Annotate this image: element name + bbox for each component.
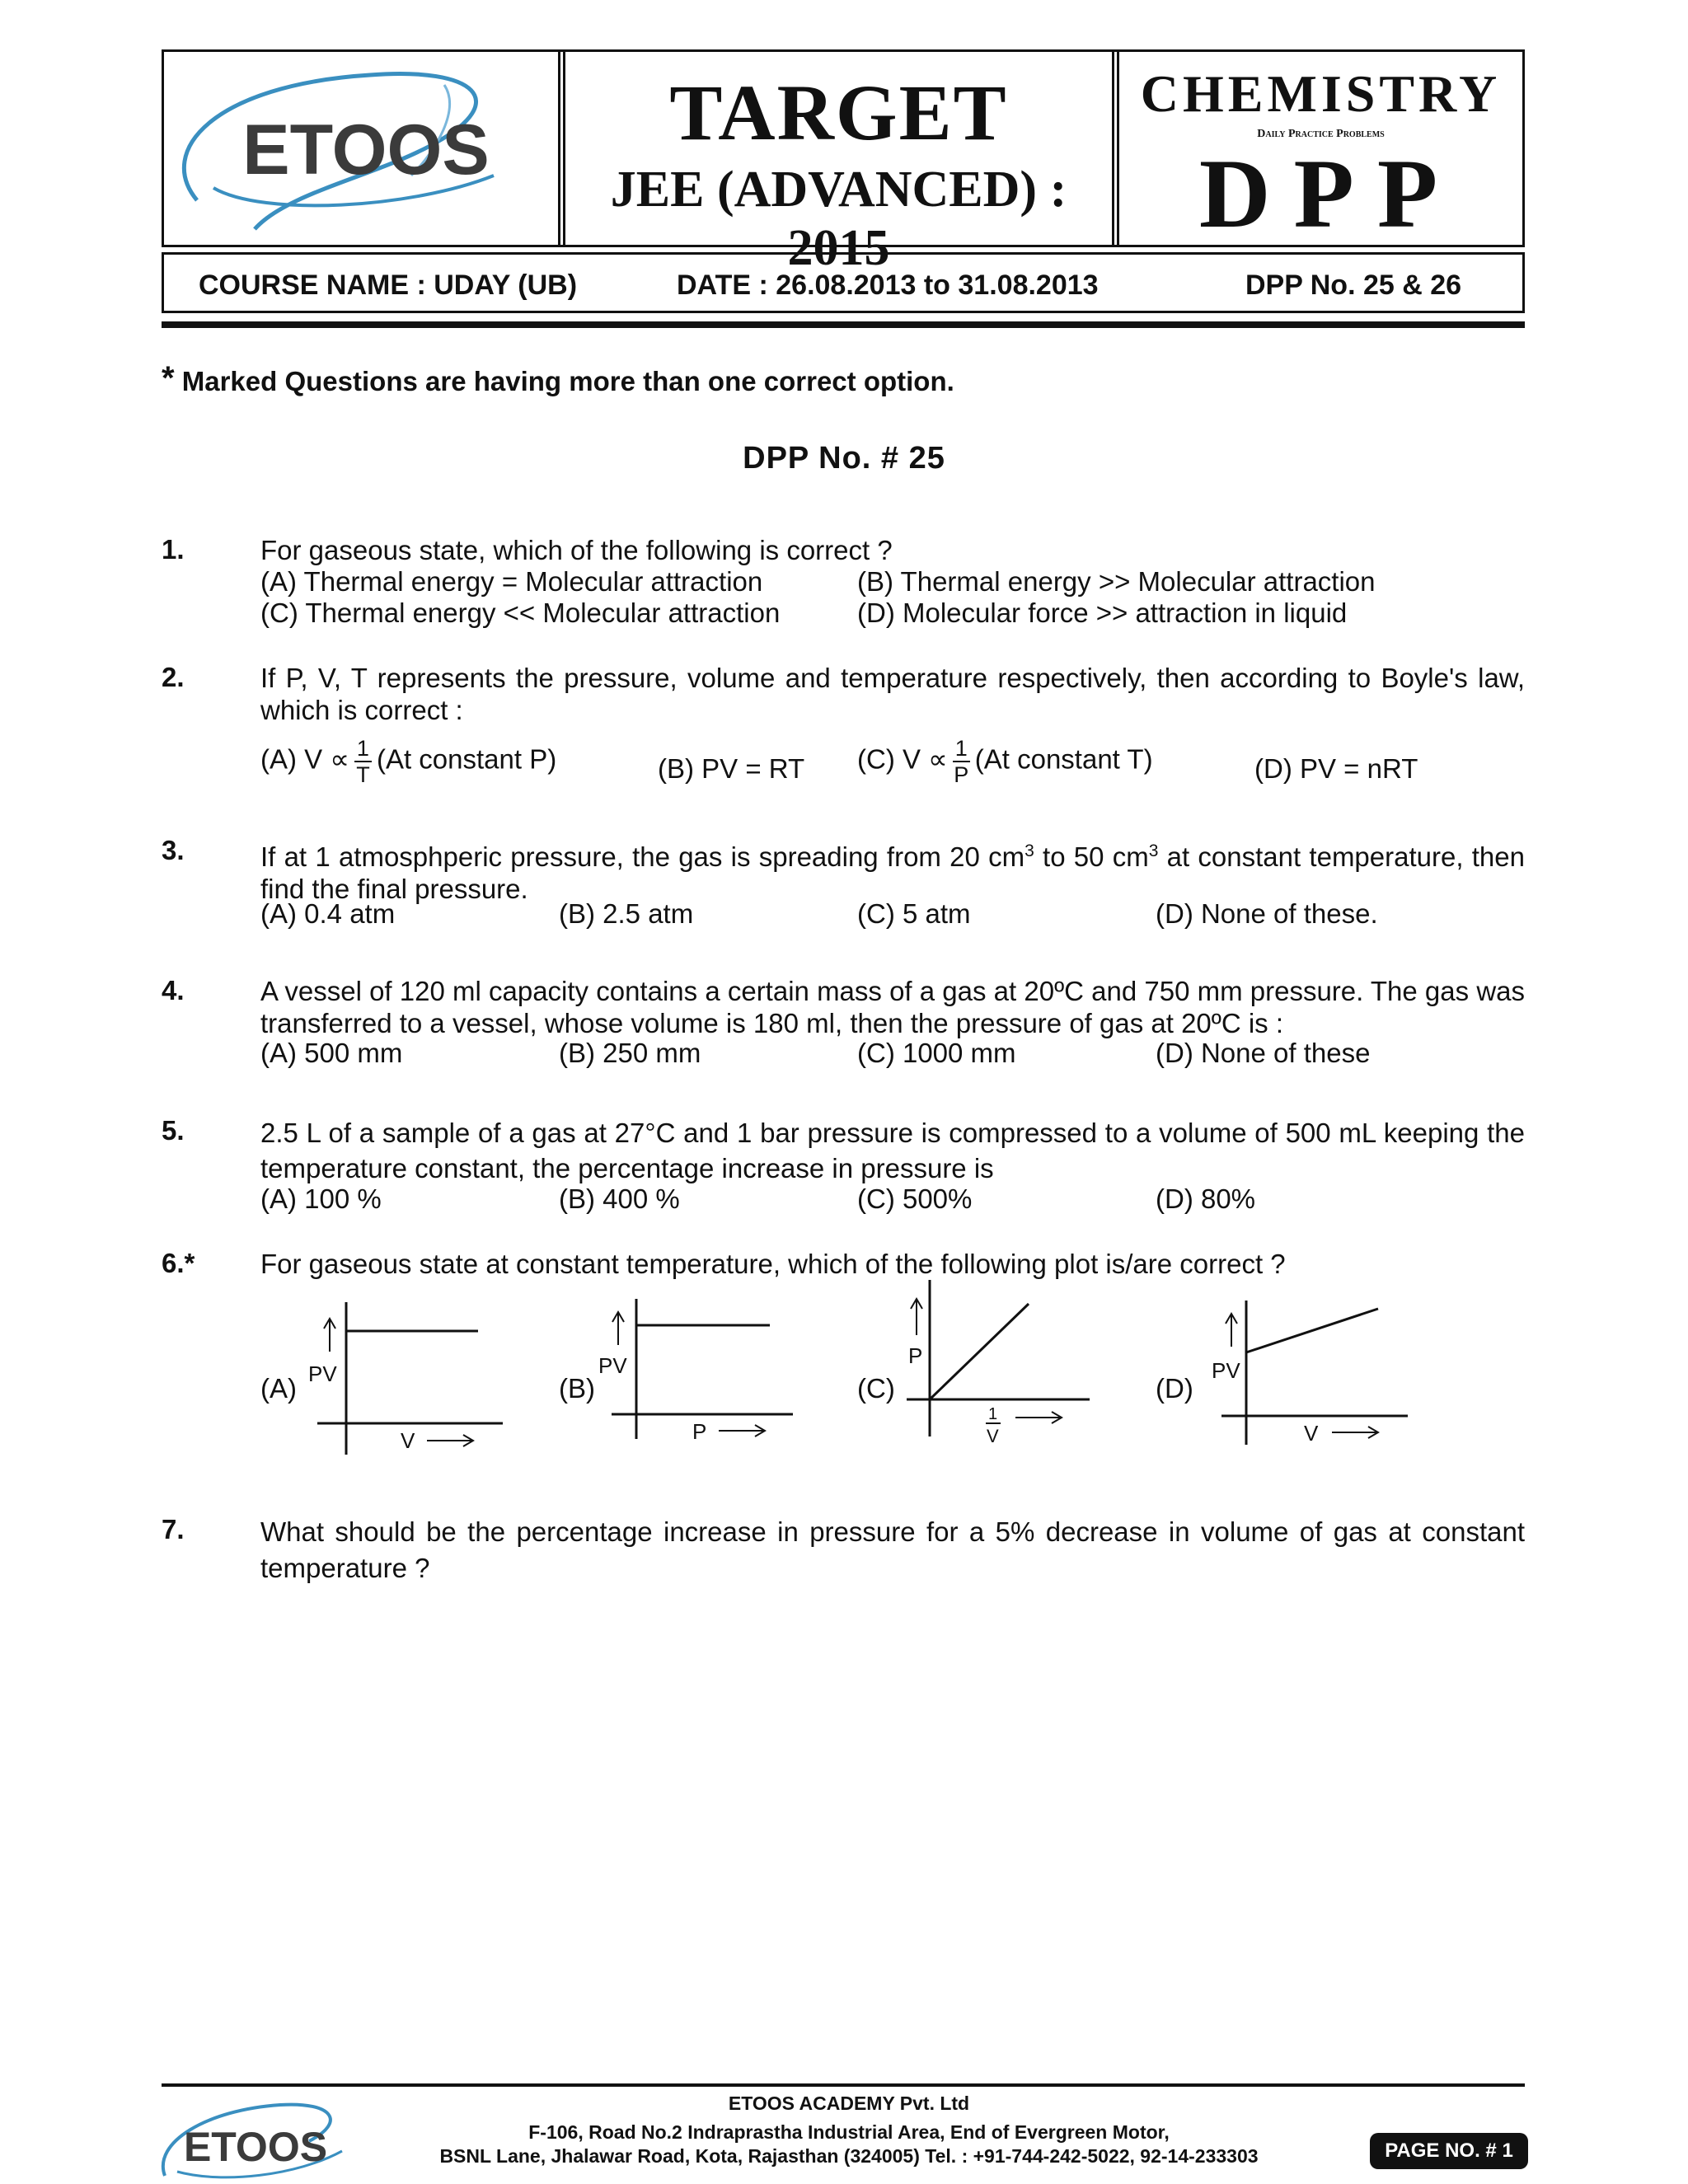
question-number: 7. (162, 1514, 185, 1544)
option: (C) 500% (857, 1183, 973, 1214)
question-text: For gaseous state, which of the following is correct ? (260, 535, 893, 565)
dpp-number: DPP No. 25 & 26 (1245, 269, 1462, 301)
subject-cell (1112, 52, 1522, 248)
fraction: $\frac{1}{T}$ (354, 736, 372, 787)
option: (C) 1000 mm (857, 1038, 1016, 1068)
footer-rule (162, 2083, 1525, 2087)
option: (A) 100 % (260, 1183, 382, 1214)
question-number: 2. (162, 662, 185, 692)
option: (A) 0.4 atm (260, 898, 396, 929)
dpp-subtitle: Daily Practice Problems (1257, 128, 1385, 140)
info-bar (162, 252, 1525, 313)
option: (C) 5 atm (857, 898, 971, 929)
question-text: If at 1 atmosphperic pressure, the gas is spreading from 20 $cm^3$ to 50 $cm^3$ at constant temperature, then find the final pressure. (260, 841, 1525, 904)
x-axis-den: V (987, 1426, 999, 1446)
option: (B) 250 mm (559, 1038, 701, 1068)
question-number: 4. (162, 975, 185, 1005)
plot-c-line (930, 1304, 1029, 1399)
option: (D) None of these (1156, 1038, 1371, 1068)
target-cell (558, 52, 1112, 276)
x-axis-num: 1 (988, 1405, 998, 1423)
y-axis-label: PV (1212, 1358, 1240, 1383)
question-text: A vessel of 120 ml capacity contains a certain mass of a gas at 20ºC and 750 mm pressure. The gas was transferred to a vessel, whose volume is 180 ml, then the pressure of gas at 20ºC is : (260, 976, 1525, 1038)
footer-logo (157, 2093, 354, 2184)
marked-note: * Marked Questions are having more than one correct option. (162, 360, 954, 396)
option: (A) (260, 1373, 297, 1404)
option: (D) PV = nRT (1254, 753, 1418, 784)
plot-d (1205, 1292, 1419, 1457)
option: (B) PV = RT (658, 753, 805, 784)
footer-company: ETOOS ACADEMY Pvt. Ltd (728, 2093, 970, 2114)
plot-c (890, 1276, 1104, 1457)
footer-address-1: F-106, Road No.2 Indraprastha Industrial Area, End of Evergreen Motor, (528, 2121, 1170, 2143)
dpp-big-title: DPP (1198, 138, 1461, 248)
x-axis-label: V (401, 1428, 415, 1453)
x-axis-label: P (692, 1419, 707, 1444)
x-axis-label: V (1304, 1421, 1319, 1446)
header-rule (162, 321, 1525, 328)
option: (D) 80% (1156, 1183, 1256, 1214)
etoos-logo (164, 52, 558, 245)
fraction: $\frac{1}{P}$ (954, 736, 969, 787)
option: (B) 400 % (559, 1183, 680, 1214)
question-number: 6.* (162, 1248, 195, 1278)
y-axis-label: PV (598, 1353, 627, 1378)
option: (C) V ∝ $\frac{1}{P}$ (At constant T) (857, 736, 1153, 787)
question-text: 2.5 L of a sample of a gas at 27°C and 1 bar pressure is compressed to a volume of 500 mL keeping the temperature constant, the percentage increase in pressure is (260, 1118, 1525, 1183)
option: (A) V ∝ $\frac{1}{T}$ (At constant P) (260, 736, 557, 787)
option: (C) (857, 1373, 895, 1404)
option: (A) 500 mm (260, 1038, 403, 1068)
footer-logo-text: ETOOS (183, 2124, 328, 2170)
logo-cell (164, 52, 558, 245)
option: (D) None of these. (1156, 898, 1378, 929)
footer-address-2: BSNL Lane, Jhalawar Road, Kota, Rajasthan (324005) Tel. : +91-744-242-5022, 92-14-233303 (439, 2145, 1259, 2167)
question-text: What should be the percentage increase in pressure for a 5% decrease in volume of gas at constant temperature ? (260, 1516, 1525, 1583)
plot-b (595, 1291, 801, 1455)
y-axis-label: PV (308, 1361, 337, 1386)
logo-text: ETOOS (242, 110, 490, 190)
option: (B) (559, 1373, 595, 1404)
question-number: 3. (162, 835, 185, 865)
option: (D) (1156, 1373, 1193, 1404)
option: (D) Molecular force >> attraction in liquid (857, 598, 1348, 628)
section-title: DPP No. # 25 (743, 441, 945, 476)
target-title: TARGET (669, 68, 1008, 157)
subject-title: CHEMISTRY (1140, 64, 1502, 123)
page-number-badge: PAGE NO. # 1 (1370, 2133, 1528, 2169)
question-number: 5. (162, 1115, 185, 1146)
option: (A) Thermal energy = Molecular attraction (260, 566, 763, 597)
question-text: For gaseous state at constant temperature, which of the following plot is/are correct ? (260, 1249, 1286, 1279)
date-range: DATE : 26.08.2013 to 31.08.2013 (677, 269, 1099, 301)
course-name: COURSE NAME : UDAY (UB) (199, 269, 578, 301)
plot-a (305, 1294, 511, 1459)
header-box (162, 49, 1525, 276)
exam-title: JEE (ADVANCED) : 2015 (610, 162, 1067, 276)
question-text: If P, V, T represents the pressure, volume and temperature respectively, then according to Boyle's law, which is correct : (260, 663, 1525, 725)
option: (B) 2.5 atm (559, 898, 694, 929)
y-axis-label: P (908, 1343, 923, 1368)
option: (B) Thermal energy >> Molecular attraction (857, 566, 1376, 597)
question-number: 1. (162, 534, 185, 565)
option: (C) Thermal energy << Molecular attraction (260, 598, 781, 628)
plot-d-line (1246, 1309, 1378, 1352)
